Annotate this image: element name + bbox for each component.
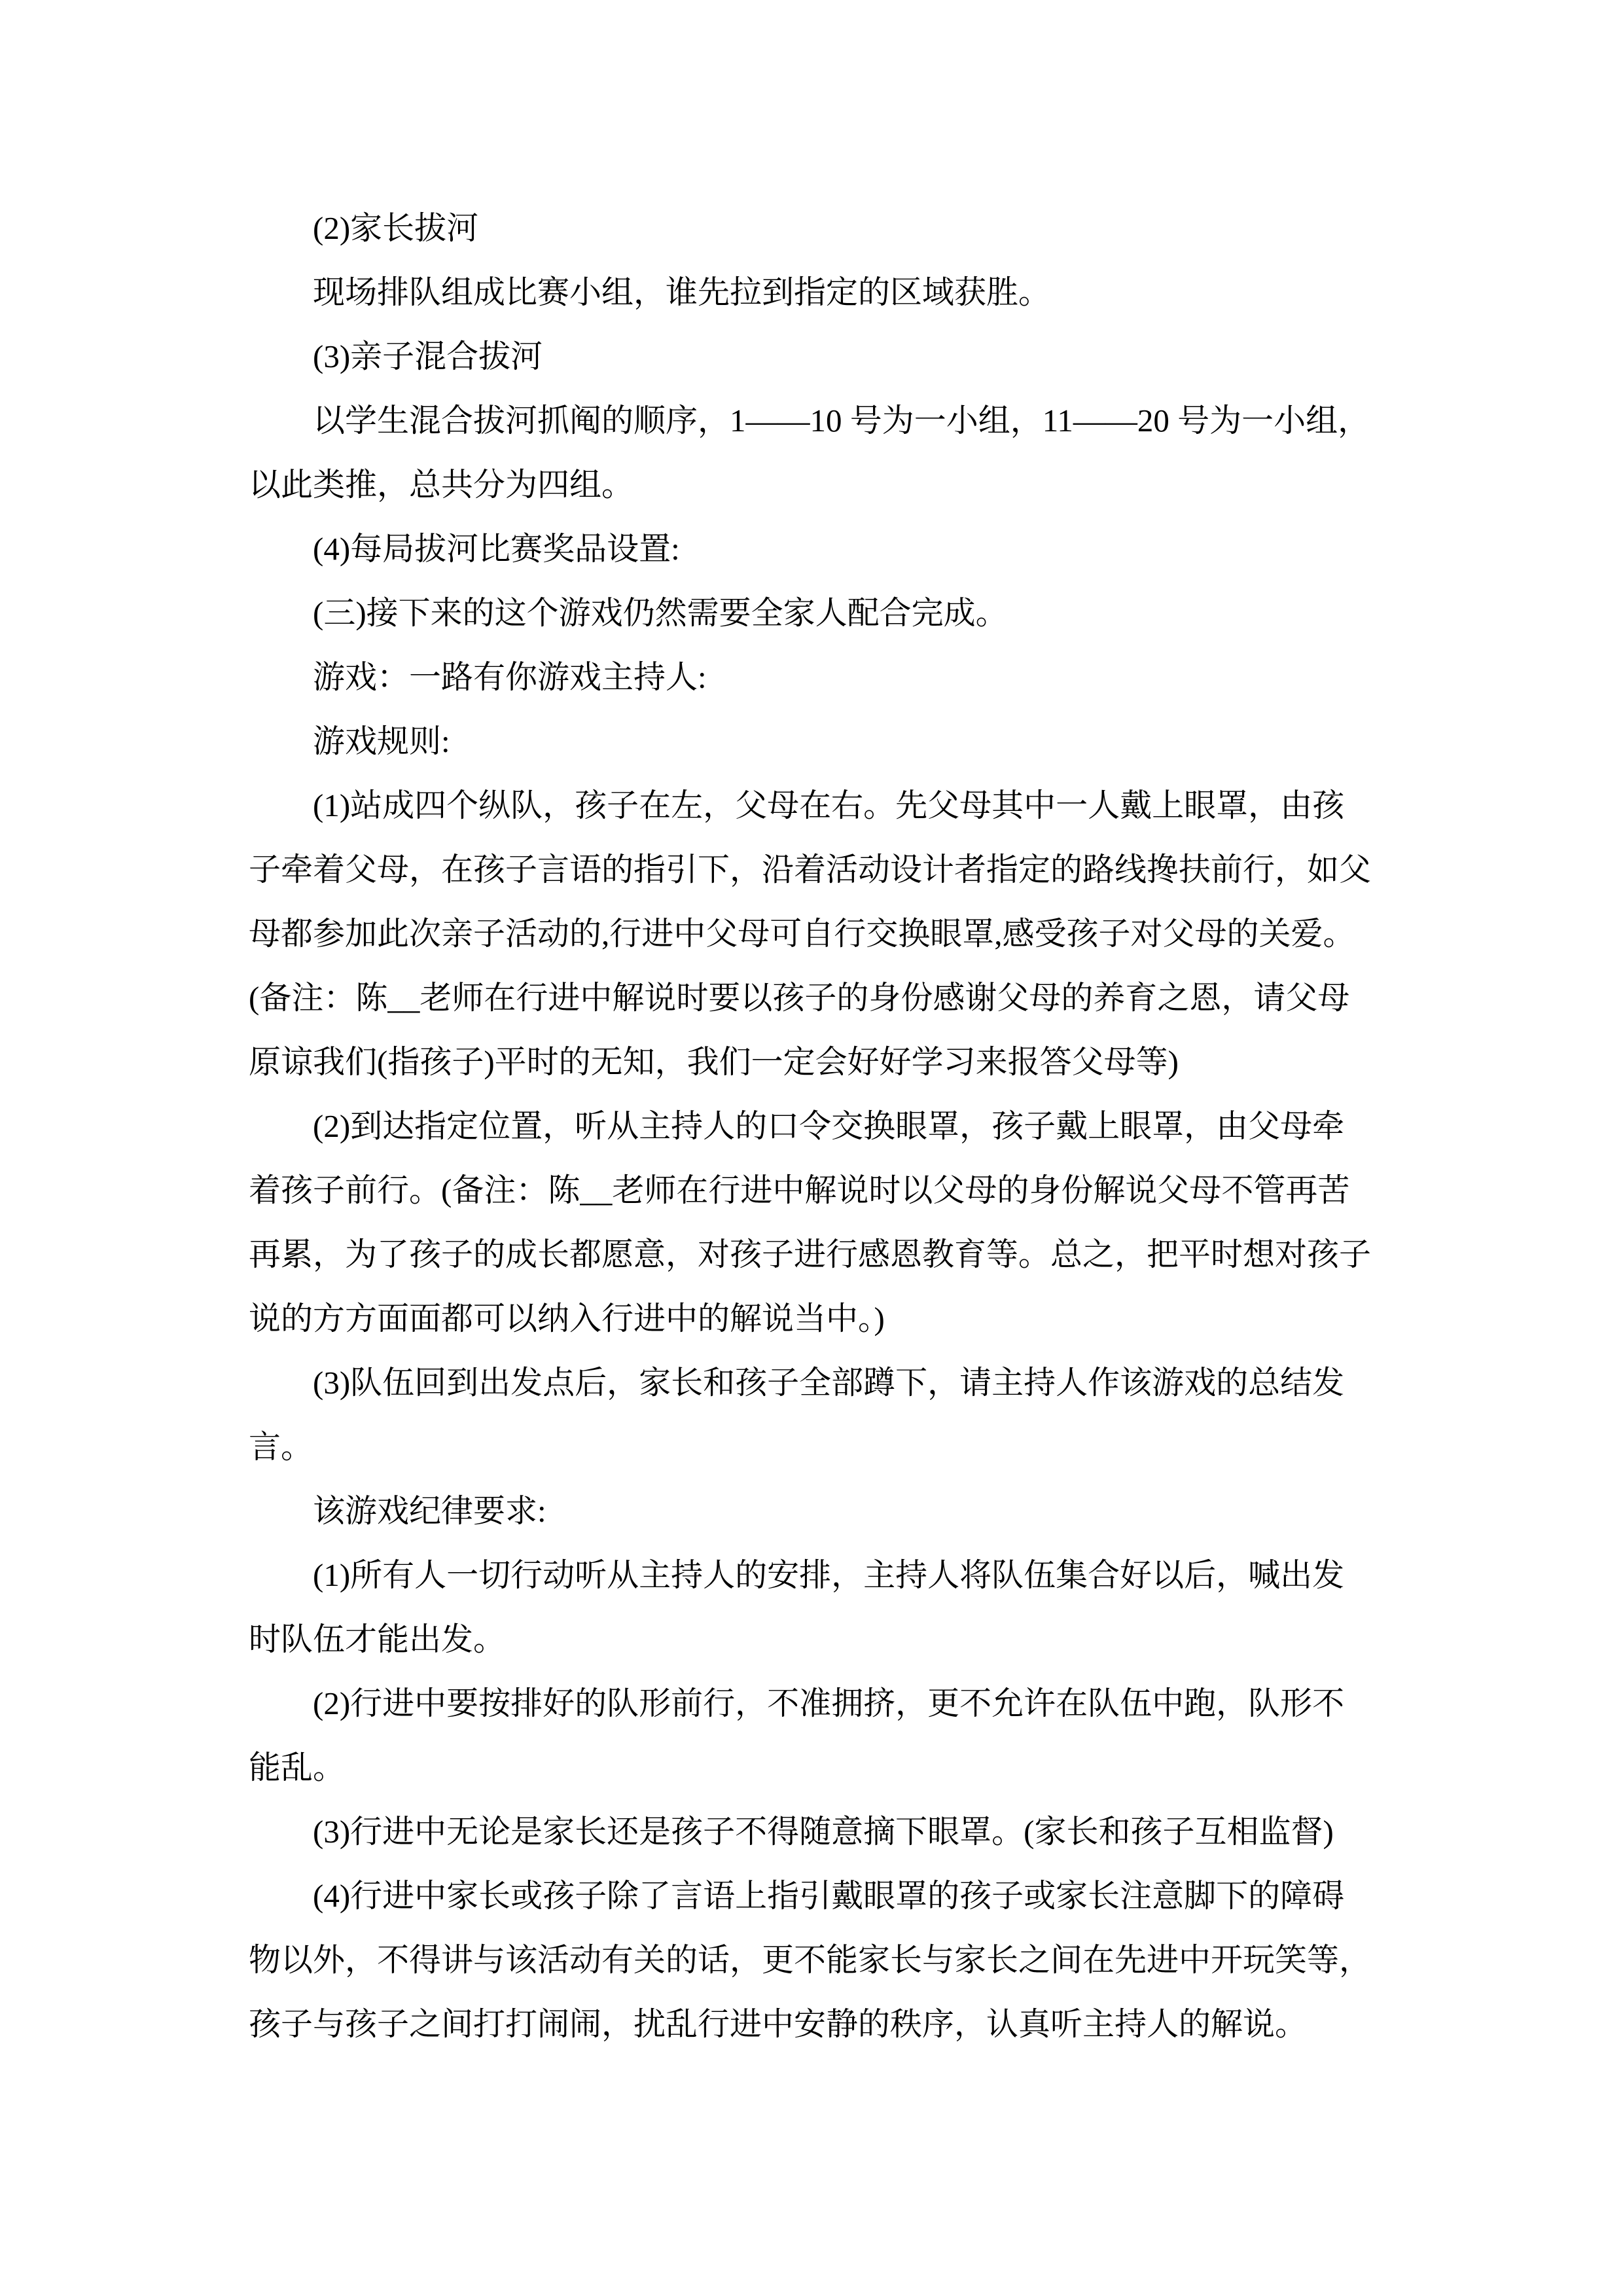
text-line: (2)家长拔河 — [313, 210, 479, 246]
text-line: (备注：陈__老师在行进中解说时要以孩子的身份感谢父母的养育之恩，请父母 — [249, 980, 1350, 1016]
text-line: 再累，为了孩子的成长都愿意，对孩子进行感恩教育等。总之，把平时想对孩子 — [249, 1236, 1372, 1272]
text-line: 能乱。 — [249, 1749, 346, 1785]
text-line: 着孩子前行。(备注：陈__老师在行进中解说时以父母的身份解说父母不管再苦 — [249, 1172, 1350, 1208]
text-line: (2)行进中要按排好的队形前行，不准拥挤，更不允许在队伍中跑，队形不 — [313, 1685, 1345, 1721]
text-line: 原谅我们(指孩子)平时的无知，我们一定会好好学习来报答父母等) — [249, 1044, 1179, 1080]
text-line: 言。 — [249, 1429, 313, 1465]
text-line: (1)所有人一切行动听从主持人的安排，主持人将队伍集合好以后，喊出发 — [313, 1557, 1345, 1593]
text-line: (4)行进中家长或孩子除了言语上指引戴眼罩的孩子或家长注意脚下的障碍 — [313, 1878, 1345, 1914]
text-line: 物以外，不得讲与该活动有关的话，更不能家长与家长之间在先进中开玩笑等， — [249, 1942, 1372, 1978]
text-line: 以学生混合拔河抓阄的顺序，1——10 号为一小组，11——20 号为一小组， — [313, 403, 1370, 439]
text-line: 以此类推，总共分为四组。 — [249, 467, 634, 503]
text-line: (2)到达指定位置，听从主持人的口令交换眼罩，孩子戴上眼罩，由父母牵 — [313, 1108, 1345, 1144]
text-line: (3)亲子混合拔河 — [313, 338, 543, 374]
text-line: 孩子与孩子之间打打闹闹，扰乱行进中安静的秩序，认真听主持人的解说。 — [249, 2006, 1308, 2042]
text-line: (4)每局拔河比赛奖品设置: — [313, 531, 680, 567]
text-line: 说的方方面面都可以纳入行进中的解说当中。) — [249, 1300, 885, 1336]
text-line: (三)接下来的这个游戏仍然需要全家人配合完成。 — [313, 595, 1008, 631]
text-line: (3)行进中无论是家长还是孩子不得随意摘下眼罩。(家长和孩子互相监督) — [313, 1814, 1334, 1850]
text-line: 时队伍才能出发。 — [249, 1621, 506, 1657]
text-line: 游戏：一路有你游戏主持人: — [313, 659, 707, 695]
text-line: 该游戏纪律要求: — [313, 1493, 546, 1529]
text-line: (1)站成四个纵队，孩子在左，父母在右。先父母其中一人戴上眼罩，由孩 — [313, 787, 1345, 823]
text-body — [249, 196, 1376, 2056]
text-line: 游戏规则: — [313, 723, 450, 759]
text-line: 子牵着父母，在孩子言语的指引下，沿着活动设计者指定的路线搀扶前行，如父 — [249, 852, 1372, 888]
text-line: (3)队伍回到出发点后，家长和孩子全部蹲下，请主持人作该游戏的总结发 — [313, 1365, 1345, 1401]
text-line: 现场排队组成比赛小组，谁先拉到指定的区域获胜。 — [313, 274, 1051, 310]
text-line: 母都参加此次亲子活动的,行进中父母可自行交换眼罩,感受孩子对父母的关爱。 — [249, 916, 1355, 952]
